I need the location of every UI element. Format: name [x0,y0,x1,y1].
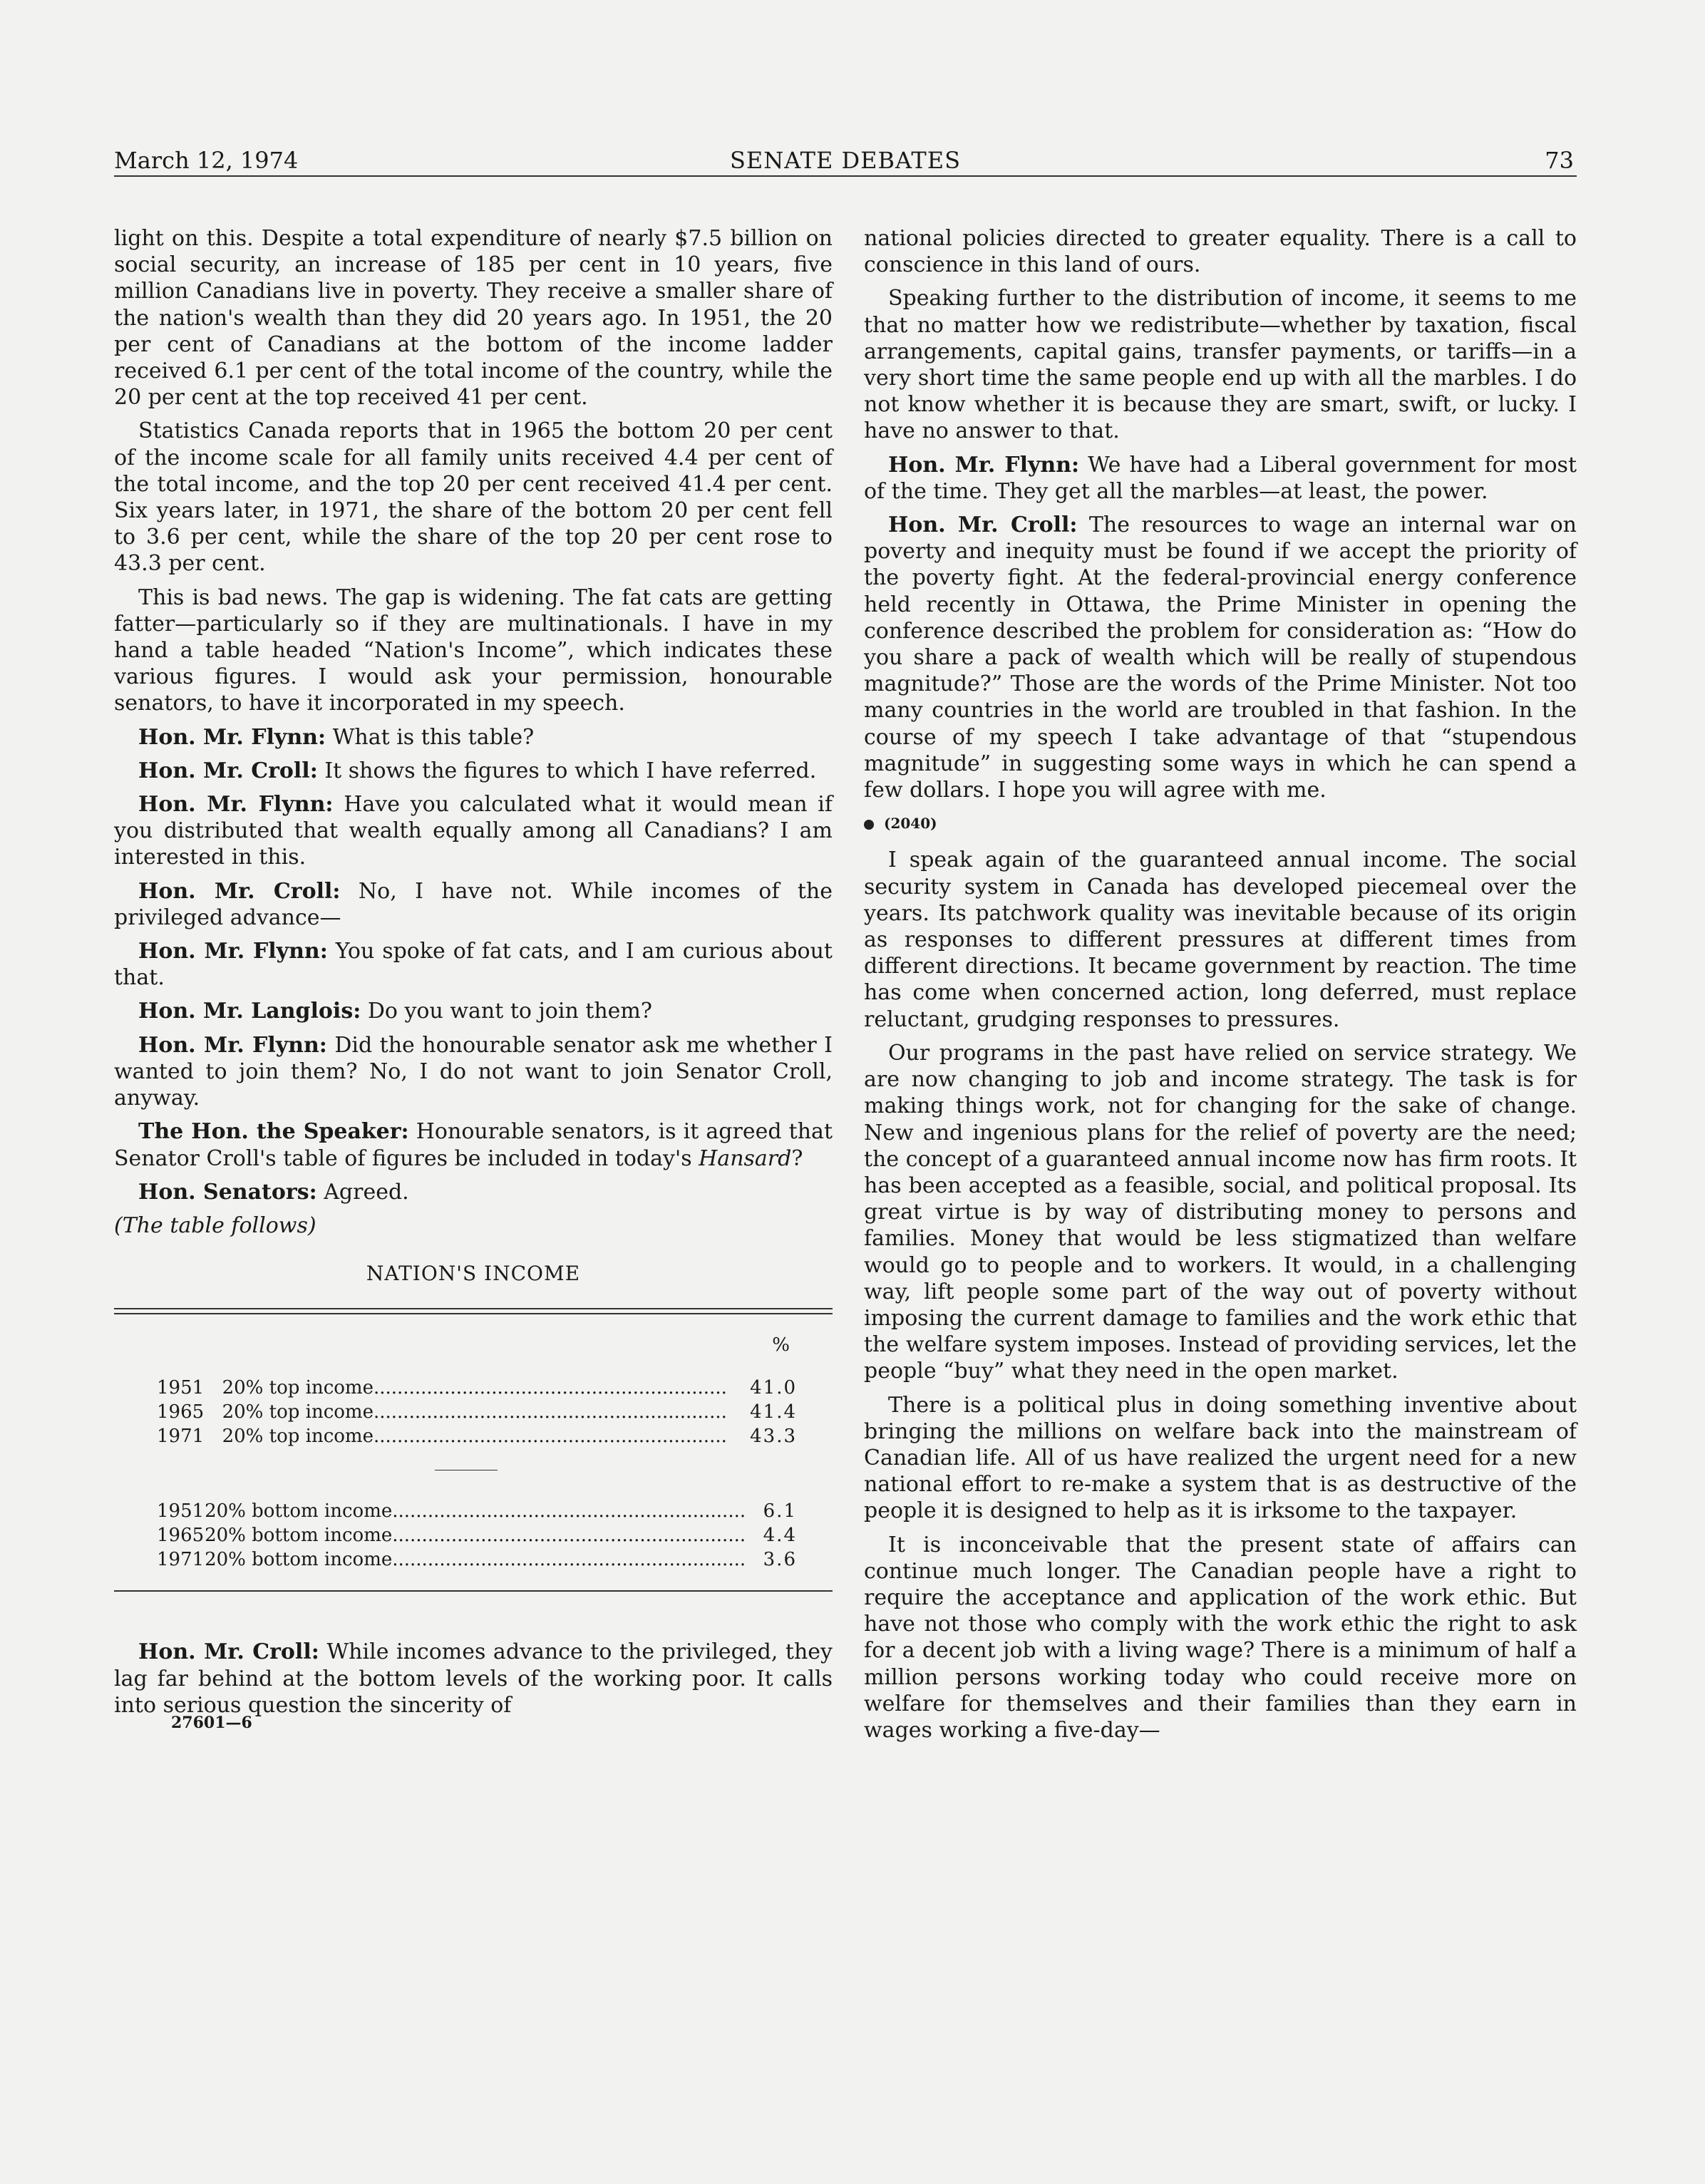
row-value: 41.0 [750,1377,797,1399]
speech-text: Did the honourable senator ask me whether I wanted to join them? No, I do not want to join Senator Croll, anyway. [114,1032,833,1111]
speaker-name: Hon. Mr. Croll: [138,1639,319,1665]
paragraph: Our programs in the past have relied on service strategy. We are now changing to job and income strategy. The task is for making things work, not for changing for the sake of change. New and ingenious plans for the relief of poverty are the need; the concept of a guaranteed annual income now has firm roots. It has been accepted as a feasible, social, and political proposal. Its great virtue is by way of distributing money to persons and families. Money that would be less stigmatized than welfare would go to people and to workers. It would, in a challenging way, lift people some part of the way out of poverty without imposing the current damage to families and the work ethic that the welfare system imposes. Instead of providing services, let the people “buy” what they need in the open market. [864,1040,1577,1384]
table-title: NATION'S INCOME [366,1262,581,1286]
speaker-name: Hon. Mr. Langlois: [138,999,361,1024]
speech-text: While incomes advance to the privileged, they lag far behind at the bottom levels of the working poor. It calls into serious question the sincerity of [114,1639,833,1718]
speech-text: It shows the figures to which I have referred. [317,758,817,783]
dialogue-entry [114,878,833,931]
running-header [114,143,1577,177]
row-label: 20% bottom income............................................................ [205,1525,746,1547]
speaker-name: The Hon. the Speaker: [138,1119,409,1145]
table-follows-note: (The table follows) [114,1212,316,1238]
right-column [864,225,1577,1751]
dialogue-entry [114,938,833,991]
dialogue-entry [114,998,833,1024]
row-year: 1951 [157,1500,205,1523]
hansard-title: Hansard [699,1145,792,1171]
row-year: 1971 [157,1549,205,1571]
table-row [157,1499,833,1523]
page-number: 73 [1545,147,1574,174]
row-value: 4.4 [763,1525,797,1547]
speaker-name: Hon. Mr. Flynn: [888,452,1080,478]
paragraph: light on this. Despite a total expenditure of nearly $7.5 billion on social security, an increase of 185 per cent in 10 years, five million Canadians live in poverty. They receive a smaller share of the nation's wealth than they did 20 years ago. In 1951, the 20 per cent of Canadians at the bottom of the income ladder received 6.1 per cent of the total income of the country, while the 20 per cent at the top received 41 per cent. [114,226,833,411]
dialogue-entry [114,758,833,784]
speech-text: You spoke of fat cats, and I am curious about that. [114,939,833,991]
table-bottom-rule [114,1590,833,1592]
speaker-name: Hon. Mr. Flynn: [138,792,334,818]
print-code: 27601—6 [171,1714,252,1732]
speech-text: Do you want to join them? [361,999,652,1024]
header-title: SENATE DEBATES [729,147,962,174]
header-date: March 12, 1974 [114,147,299,174]
paragraph: This is bad news. The gap is widening. The fat cats are getting fatter—particularly so if they are multinationals. I have in my hand a table headed “Nation's Income”, which indicates these various figures. I would ask your permission, honourable senators, to have it incorporated in my speech. [114,584,833,716]
dialogue-entry [114,791,833,871]
speaker-name: Hon. Mr. Croll: [888,512,1078,538]
table-row [157,1424,833,1448]
row-year: 1965 [157,1525,205,1547]
speech-text: Honourable senators, is it agreed that Senator Croll's table of figures be included in today's [114,1119,833,1171]
table-row [157,1400,833,1424]
speaker-name: Hon. Mr. Croll: [138,758,318,783]
table-top-rule [114,1308,833,1314]
paragraph: It is inconceivable that the present state of affairs can continue much longer. The Canadian people have a right to require the acceptance and application of the work ethic. But have not those who comply with the work ethic the right to ask for a decent job with a living wage? There is a minimum of half a million persons working today who could receive more on welfare for themselves and their families than they earn in wages working a five-day— [864,1532,1577,1743]
income-table [114,1260,833,1592]
dialogue-entry [114,1179,833,1205]
paragraph: national policies directed to greater equality. There is a call to conscience in this land of ours. [864,226,1577,278]
speech-text: Agreed. [316,1179,409,1205]
speaker-name: Hon. Mr. Croll: [138,878,341,904]
table-body [114,1333,833,1590]
paragraph: I speak again of the guaranteed annual income. The social security system in Canada has developed piecemeal over the years. Its patchwork quality was inevitable because of its origin as responses to different pressures at different times from different directions. It became government by reaction. The time has come when concerned action, long deferred, must replace reluctant, grudging responses to pressures. [864,848,1577,1032]
speech-text: No, I have not. While incomes of the privileged advance— [114,878,833,930]
row-year: 1951 [157,1377,205,1399]
dialogue-entry [114,1639,833,1719]
row-label: 20% top income............................................................ [222,1401,727,1423]
bullet-icon [864,820,874,830]
speech-text: We have had a Liberal government for most of the time. They get all the marbles—at least, the power. [864,452,1577,504]
paragraph: Speaking further to the distribution of income, it seems to me that no matter how we redistribute—whether by taxation, fiscal arrangements, capital gains, transfer payments, or tariffs—in a very short time the same people end up with all the marbles. I do not know whether it is because they are smart, swift, or lucky. I have no answer to that. [864,286,1577,444]
time-marker-text: (2040) [884,815,937,833]
left-column [114,225,833,1726]
dialogue-entry [114,724,833,751]
speech-text-end: ? [791,1145,803,1171]
table-row [157,1523,833,1547]
row-year: 1971 [157,1426,205,1448]
time-marker [864,810,1577,837]
dialogue-entry [864,452,1577,505]
table-spacer [157,1572,833,1590]
dialogue-entry [114,1032,833,1112]
speaker-name: Hon. Mr. Flynn: [138,724,326,750]
row-label: 20% top income............................................................ [222,1426,727,1448]
row-value: 41.4 [750,1401,797,1423]
table-row [157,1547,833,1572]
paragraph: Statistics Canada reports that in 1965 the bottom 20 per cent of the income scale for all family units received 4.4 per cent of the total income, and the top 20 per cent received 41.4 per cent. Six years later, in 1971, the share of the bottom 20 per cent fell to 3.6 per cent, while the share of the top 20 per cent rose to 43.3 per cent. [114,418,833,577]
paragraph: There is a political plus in doing something inventive about bringing the millions on welfare back into the mainstream of Canadian life. All of us have realized the urgent need for a new national effort to re-make a system that is as destructive of the people it is designed to help as it is irksome to the taxpayer. [864,1392,1577,1524]
row-label: 20% top income............................................................ [222,1377,727,1399]
row-value: 6.1 [763,1500,797,1523]
row-label: 20% bottom income............................................................ [205,1500,746,1523]
percent-column-header: % [772,1334,790,1356]
row-value: 43.3 [750,1426,797,1448]
row-year: 1965 [157,1401,205,1423]
row-label: 20% bottom income............................................................ [205,1549,746,1571]
speaker-name: Hon. Senators: [138,1179,317,1205]
dialogue-entry [864,512,1577,803]
speech-text: Have you calculated what it would mean if you distributed that wealth equally among all Canadians? I am interested in this. [114,792,833,870]
table-row [157,1376,833,1400]
speech-text: The resources to wage an internal war on poverty and inequity must be found if we accept the priority of the poverty fight. At the federal-provincial energy conference held recently in Ottawa, the Prime Minister in opening the conference described the problem for consideration as: “How do you share a pack of wealth which will be really of stupendous magnitude?” Those are the words of the Prime Minister. Not too many countries in the world are troubled in that fashion. In the course of my speech I take advantage of that “stupendous magnitude” in suggesting some ways in which he can spend a few dollars. I hope you will agree with me. [864,512,1577,803]
speech-text: What is this table? [326,724,535,750]
speaker-name: Hon. Mr. Flynn: [138,1032,327,1058]
speaker-name: Hon. Mr. Flynn: [138,939,328,964]
row-value: 3.6 [763,1549,797,1571]
dialogue-entry [114,1118,833,1171]
